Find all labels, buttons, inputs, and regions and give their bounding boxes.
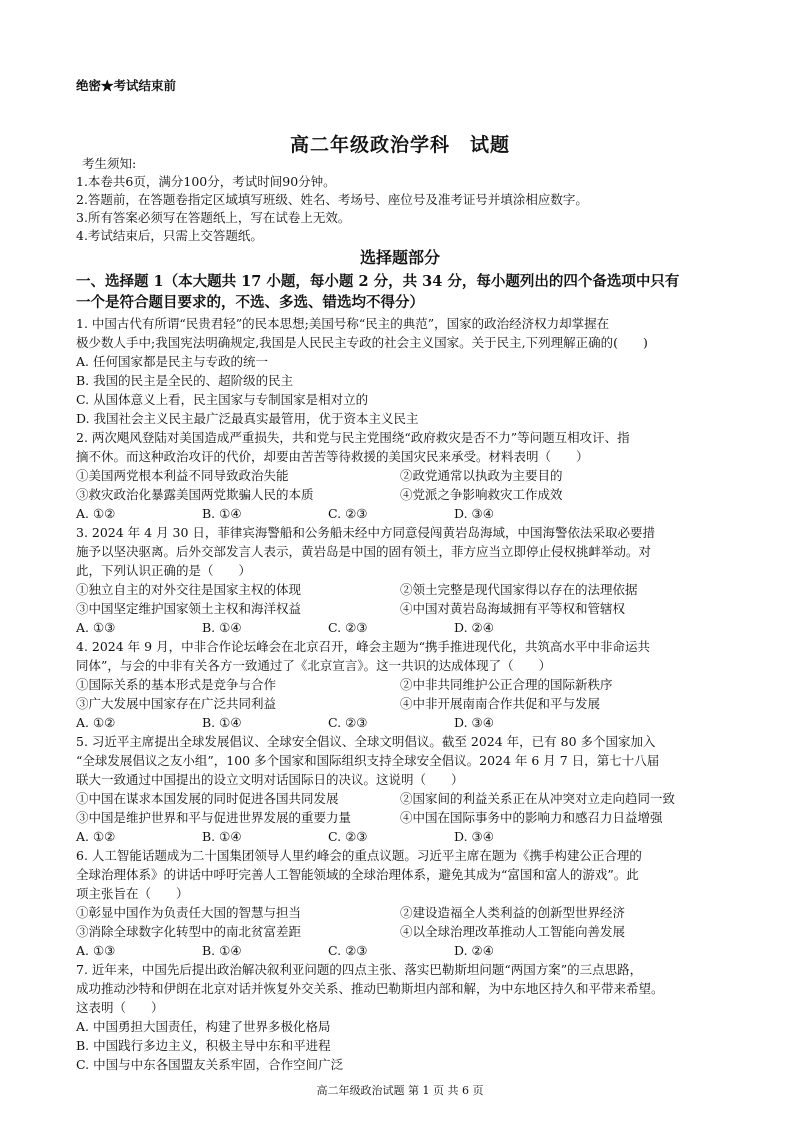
choice: D. ②④ [454, 943, 494, 958]
question-1-option: D. 我国社会主义民主最广泛最真实最管用，优于资本主义民主 [76, 411, 419, 426]
question-7-stem: 这表明（ ） [76, 1000, 164, 1015]
question-1-option: A. 任何国家都是民主与专政的统一 [76, 354, 268, 369]
choice: C. ②③ [328, 506, 368, 521]
statement: ③救灾政治化暴露美国两党欺骗人民的本质 [76, 487, 314, 502]
question-7-option: C. 中国与中东各国盟友关系牢固，合作空间广泛 [76, 1057, 344, 1072]
choice: C. ②③ [328, 715, 368, 730]
choice: A. ①③ [76, 620, 116, 635]
question-2-choices [76, 506, 580, 522]
question-1-option: C. 从国体意义上看，民主国家与专制国家是相对立的 [76, 392, 369, 407]
question-3-statements [76, 601, 625, 617]
choice: C. ②③ [328, 620, 368, 635]
choice: D. ③④ [454, 829, 494, 844]
question-1-stem: 极少数人手中;我国宪法明确规定,我国是人民民主专政的社会主义国家。关于民主,下列理解正确的( ) [76, 335, 648, 350]
statement: ②政党通常以执政为主要目的 [400, 468, 563, 483]
choice: D. ③④ [454, 715, 494, 730]
statement: ①彰显中国作为负责任大国的智慧与担当 [76, 905, 302, 920]
choice: B. ①④ [202, 620, 242, 635]
question-7-option: A. 中国勇担大国责任，构建了世界多极化格局 [76, 1019, 331, 1034]
choice: D. ③④ [454, 506, 494, 521]
statement: ①国际关系的基本形式是竞争与合作 [76, 677, 277, 692]
question-3-stem: 施予以坚决驱离。后外交部发言人表示，黄岩岛是中国的固有领土，菲方应当立即停止侵权挑衅举动。对 [76, 544, 652, 559]
page-footer: 高二年级政治试题 第 1 页 共 6 页 [316, 1084, 484, 1097]
choice: C. ②③ [328, 829, 368, 844]
question-5-stem: 5. 习近平主席提出全球发展倡议、全球安全倡议、全球文明倡议。截至 2024 年，已有 80 多个国家加入 [76, 734, 656, 749]
statement: ④以全球治理改革推动人工智能向善发展 [400, 924, 626, 939]
statement: ①独立自主的对外交往是国家主权的体现 [76, 582, 302, 597]
question-5-choices [76, 829, 580, 845]
question-5-statements [76, 810, 663, 826]
question-4-stem: 4. 2024 年 9 月，中非合作论坛峰会在北京召开，峰会主题为“携手推进现代化，共筑高水平中非命运共 [76, 639, 650, 654]
confidential-label: 绝密★考试结束前 [76, 78, 177, 93]
question-3-choices [76, 620, 580, 636]
notes-item: 3.所有答案必须写在答题纸上，写在试卷上无效。 [76, 210, 351, 225]
notes-item: 2.答题前，在答题卷指定区域填写班级、姓名、考场号、座位号及准考证号并填涂相应数字。 [76, 192, 588, 207]
question-6-stem: 6. 人工智能话题成为二十国集团领导人里约峰会的重点议题。习近平主席在题为《携手构建公正合理的 [76, 848, 642, 863]
statement: ①美国两党根本利益不同导致政治失能 [76, 468, 289, 483]
statement: ④中非开展南南合作共促和平与发展 [400, 696, 601, 711]
statement: ②中非共同维护公正合理的国际新秩序 [400, 677, 613, 692]
choice: A. ①② [76, 829, 116, 844]
question-6-statements [76, 905, 625, 921]
choice: B. ①④ [202, 829, 242, 844]
statement: ③广大发展中国家存在广泛共同利益 [76, 696, 277, 711]
statement: ②领土完整是现代国家得以存在的法理依据 [400, 582, 638, 597]
question-2-statements [76, 487, 563, 503]
choice: A. ①② [76, 715, 116, 730]
question-3-stem: 此，下列认识正确的是（ ） [76, 563, 252, 578]
statement: ③中国是维护世界和平与促进世界发展的重要力量 [76, 810, 352, 825]
question-2-statements [76, 468, 563, 484]
question-5-stem: 联大一致通过中国提出的设立文明对话国际日的决议。这说明（ ） [76, 772, 464, 787]
question-6-stem: 全球治理体系》的讲话中呼吁完善人工智能领域的全球治理体系，避免其成为“富国和富人的游戏”。此 [76, 867, 639, 882]
section-title: 选择题部分 [359, 248, 440, 267]
statement: ③消除全球数字化转型中的南北贫富差距 [76, 924, 302, 939]
choice: A. ①③ [76, 943, 116, 958]
statement: ④中国在国际事务中的影响力和感召力日益增强 [400, 810, 663, 825]
choice: B. ①④ [202, 715, 242, 730]
choice: B. ①④ [202, 506, 242, 521]
choice: A. ①② [76, 506, 116, 521]
choice: D. ②④ [454, 620, 494, 635]
question-2-stem: 摘不休。而这种政治攻讦的代价，却要由苦苦等待救援的美国灾民来承受。材料表明（ ） [76, 449, 589, 464]
statement: ①中国在谋求本国发展的同时促进各国共同发展 [76, 791, 339, 806]
question-5-statements [76, 791, 675, 807]
question-3-stem: 3. 2024 年 4 月 30 日，菲律宾海警船和公务船未经中方同意侵闯黄岩岛海域，中国海警依法采取必要措 [76, 525, 655, 540]
question-4-statements [76, 677, 613, 693]
choice: C. ②③ [328, 943, 368, 958]
statement: ③中国坚定维护国家领土主权和海洋权益 [76, 601, 302, 616]
question-6-stem: 项主张旨在（ ） [76, 886, 189, 901]
question-6-choices [76, 943, 580, 959]
question-3-statements [76, 582, 638, 598]
question-4-choices [76, 715, 580, 731]
notes-item: 4.考试结束后，只需上交答题纸。 [76, 228, 263, 243]
question-5-stem: “全球发展倡议之友小组”，100 多个国家和国际组织支持全球安全倡议。2024 年 6 月 7 日，第七十八届 [76, 753, 660, 768]
choice: B. ①④ [202, 943, 242, 958]
part-instructions: 一、选择题 1（本大题共 17 小题，每小题 2 分，共 34 分，每小题列出的四个备选项中只有 [76, 273, 680, 290]
question-7-stem: 7. 近年来，中国先后提出政治解决叙利亚问题的四点主张、落实巴勒斯坦问题“两国方案”的三点思路， [76, 962, 643, 977]
statement: ②建设造福全人类利益的创新型世界经济 [400, 905, 626, 920]
question-7-stem: 成功推动沙特和伊朗在北京对话并恢复外交关系、推动巴勒斯坦内部和解，为中东地区持久和平带来希望。 [76, 981, 664, 996]
question-4-statements [76, 696, 600, 712]
statement: ④中国对黄岩岛海域拥有平等权和管辖权 [400, 601, 626, 616]
page-title: 高二年级政治学科 试题 [289, 134, 510, 156]
question-2-stem: 2. 两次飓风登陆对美国造成严重损失，共和党与民主党围绕“政府救灾是否不力”等问题互相攻讦、指 [76, 430, 630, 445]
question-1-option: B. 我国的民主是全民的、超阶级的民主 [76, 373, 294, 388]
notes-item: 1.本卷共6页，满分100分，考试时间90分钟。 [76, 174, 336, 189]
question-6-statements [76, 924, 625, 940]
part-instructions: 一个是符合题目要求的，不选、多选、错选均不得分） [76, 294, 424, 311]
notes-heading: 考生须知: [82, 156, 137, 171]
statement: ②国家间的利益关系正在从冲突对立走向趋同一致 [400, 791, 676, 806]
statement: ④党派之争影响救灾工作成效 [400, 487, 563, 502]
question-4-stem: 同体”，与会的中非有关各方一致通过了《北京宣言》。这一共识的达成体现了（ ） [76, 658, 552, 673]
question-1-stem: 1. 中国古代有所谓“民贵君轻”的民本思想;美国号称“民主的典范”，国家的政治经济权力却掌握在 [76, 316, 610, 331]
question-7-option: B. 中国践行多边主义，积极主导中东和平进程 [76, 1038, 331, 1053]
